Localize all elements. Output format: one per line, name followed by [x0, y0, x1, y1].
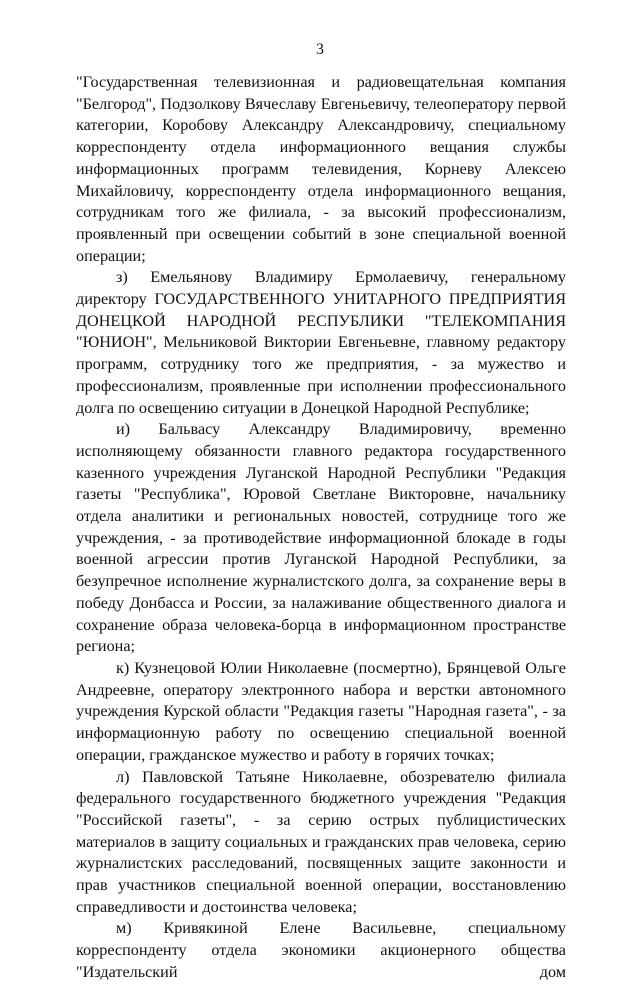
- page-number: 3: [316, 41, 324, 58]
- paragraph-item-k: к) Кузнецовой Юлии Николаевне (посмертно), Брянцевой Ольге Андреевне, оператору электронного набора и верстки автономного учреждения Курской области "Редакция газеты "Народная газета", - за информационную работу по освещению специальной военной операции, гражданское мужество и работу в горячих точках;: [76, 658, 566, 764]
- paragraph-item-i: и) Бальвасу Александру Владимировичу, временно исполняющему обязанности главного редактора государственного казенного учреждения Луганской Народной Республики "Редакция газеты "Республика", Юровой Светлане Викторовне, начальнику отдела аналитики и региональных новостей, сотруднице того же учреждения, - за противодействие информационной блокаде в годы военной агрессии против Луганской Народной Республики, за безупречное исполнение журналистского долга, за сохранение веры в победу Донбасса и России, за налаживание общественного диалога и сохранение образа человека-борца в информационном пространстве региона;: [76, 420, 566, 656]
- paragraph-continuation: "Государственная телевизионная и радиовещательная компания "Белгород", Подзолкову Вячеславу Евгеньевичу, телеоператору первой категории, Коробову Александру Александровичу, специальному корреспонденту отдела информационного вещания службы информационных программ телевидения, Корневу Алексею Михайловичу, корреспонденту отдела информационного вещания, сотрудникам того же филиала, - за высокий профессионализм, проявленный при освещении событий в зоне специальной военной операции;: [76, 73, 566, 265]
- paragraph-item-z: з) Емельянову Владимиру Ермолаевичу, генеральному директору ГОСУДАРСТВЕННОГО УНИТАРНОГО ПРЕДПРИЯТИЯ ДОНЕЦКОЙ НАРОДНОЙ РЕСПУБЛИКИ "ТЕЛЕКОМПАНИЯ "ЮНИОН", Мельниковой Виктории Евгеньевне, главному редактору программ, сотруднику того же предприятия, - за мужество и профессионализм, проявленные при исполнении профессионального долга по освещению ситуации в Донецкой Народной Республике;: [76, 268, 566, 417]
- paragraph-item-m: м) Кривякиной Елене Васильевне, специальному корреспонденту отдела экономики акционерного общества "Издательский дом: [76, 919, 566, 981]
- document-body: [76, 72, 566, 984]
- paragraph-item-l: л) Павловской Татьяне Николаевне, обозревателю филиала федерального государственного бюджетного учреждения "Редакция "Российской газеты", - за серию острых публицистических материалов в защиту социальных и гражданских прав человека, серию журналистских расследований, посвященных защите законности и прав участников специальной военной операции, восстановлению справедливости и достоинства человека;: [76, 767, 566, 916]
